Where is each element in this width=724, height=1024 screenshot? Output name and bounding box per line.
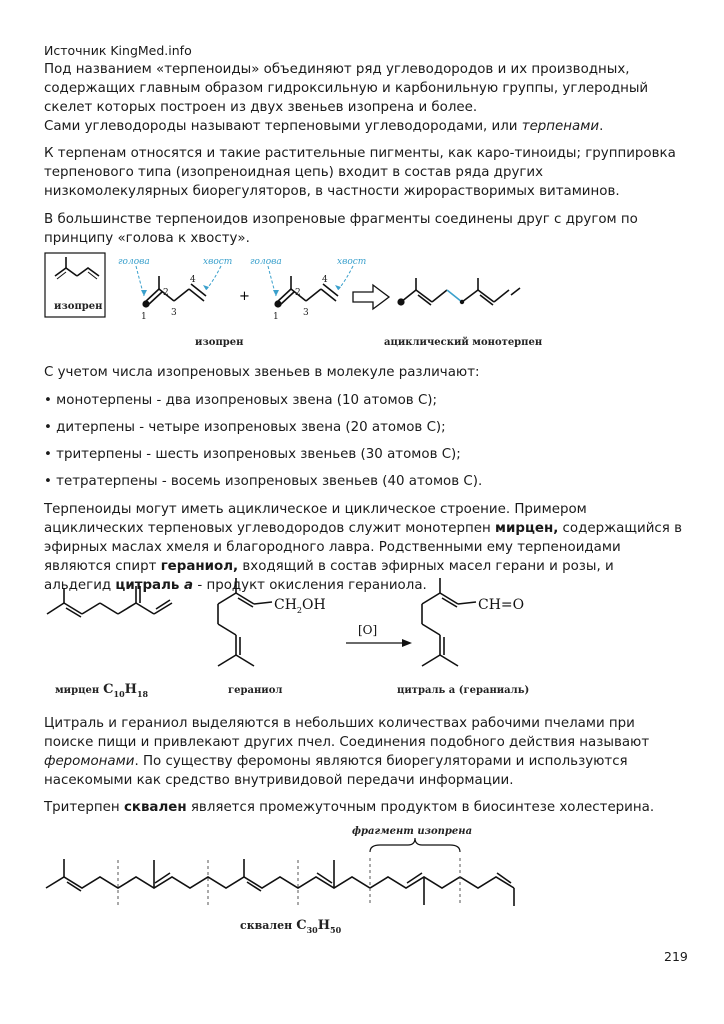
class-item-tetra: • тетратерпены - восемь изопреновых звеньев (40 атомов С). <box>44 474 483 489</box>
term-pheromones: феромонами <box>44 754 135 769</box>
acyclic-t3: входящий в состав эфирных масел герани и розы, и альдегид <box>44 559 614 593</box>
citral-caption: цитраль a (гераниаль) <box>397 685 530 696</box>
atom-num-4b: 4 <box>322 275 328 285</box>
atom-num-1a: 1 <box>141 312 147 322</box>
caption-isoprene: изопрен <box>195 337 244 348</box>
intro-text-3: К терпенам относятся и такие растительные пигменты, как каро-тиноиды; группировка терпенового типа (изопреноидная цепь) входит в состав ряда других низкомолекулярных биорегуляторов, в частности жирорастворимых витаминов. <box>44 146 676 199</box>
box-label: изопрен <box>54 301 103 312</box>
tail-label-1: хвост <box>203 257 233 267</box>
class-item-tri: • тритерпены - шесть изопреновых звеньев (30 атомов С); <box>44 447 461 462</box>
atom-num-3b: 3 <box>303 308 309 318</box>
atom-num-2a: 2 <box>163 288 169 298</box>
acyclic-t2: содержащийся в эфирных маслах хмеля и благородного лавра. Родственными ему терпеноидами являются спирт <box>44 521 682 574</box>
term-myrcene: мирцен, <box>495 521 559 536</box>
geraniol-caption: гераниол <box>228 685 283 696</box>
head-label-2: голова <box>250 257 282 267</box>
plus-sign: + <box>239 289 250 304</box>
atom-num-2b: 2 <box>295 288 301 298</box>
fragment-brace <box>370 838 460 852</box>
squalene-caption: сквален $C_{30}H_{50}$ <box>240 918 342 935</box>
acyclic-t1: Терпеноиды могут иметь ациклическое и циклическое строение. Примером ациклических терпеновых углеводородов служит монотерпен <box>44 502 587 536</box>
source-header: Источник KingMed.info <box>44 43 192 58</box>
myrcene-caption: мирцен $C_{10}H_{18}$ <box>55 682 149 699</box>
term-citral: цитраль <box>115 578 185 593</box>
intro-text-2a: Сами углеводороды называют терпеновыми углеводородами, или <box>44 119 522 134</box>
atom-num-1b: 1 <box>273 312 279 322</box>
term-terpenes: терпенами <box>521 119 600 134</box>
page-number: 219 <box>664 949 688 964</box>
squalene-t2: является промежуточным продуктом в биосинтезе холестерина. <box>186 800 655 815</box>
class-item-di: • дитерпены - четыре изопреновых звена (20 атомов С); <box>44 420 446 435</box>
head-label-1: голова <box>118 257 150 267</box>
squalene-t1: Тритерпен <box>44 800 124 815</box>
term-citral-a: a <box>184 578 194 593</box>
pheromones-t2: . По существу феромоны являются биорегуляторами и используются насекомыми как средство внутривидовой передачи информации. <box>44 754 628 788</box>
squalene-skeleton <box>46 859 514 906</box>
atom-num-3a: 3 <box>171 308 177 318</box>
term-geraniol: гераниол, <box>160 559 239 574</box>
oxidation-label: [O] <box>358 623 378 637</box>
tail-label-2: хвост <box>337 257 367 267</box>
intro-text-1: Под названием «терпеноиды» объединяют ряд углеводородов и их производных, содержащих главным образом гидроксильную и карбонильную группы, углеродный скелет которых построен из двух звеньев изопрена и более. <box>44 62 649 115</box>
citral-group: CH=O <box>478 597 525 613</box>
intro-text-4: В большинстве терпеноидов изопреновые фрагменты соединены друг с другом по принципу «голова к хвосту». <box>44 212 638 246</box>
term-squalene: сквален <box>123 800 187 815</box>
classes-lead: С учетом числа изопреновых звеньев в молекуле различают: <box>44 365 480 380</box>
pheromones-t1: Цитраль и гераниол выделяются в небольших количествах рабочими пчелами при поиске пищи и привлекают других пчел. Соединения подобного действия называют <box>44 716 650 750</box>
fragment-label: фрагмент изопрена <box>352 826 473 837</box>
class-item-mono: • монотерпены - два изопреновых звена (10 атомов С); <box>44 393 438 408</box>
geraniol-group: $CH_2OH$ <box>274 597 326 615</box>
acyclic-t4: - продукт окисления гераниола. <box>193 578 427 593</box>
caption-monoterpene: ациклический монотерпен <box>384 337 543 348</box>
intro-text-2b: . <box>599 119 604 134</box>
atom-num-4a: 4 <box>190 275 196 285</box>
